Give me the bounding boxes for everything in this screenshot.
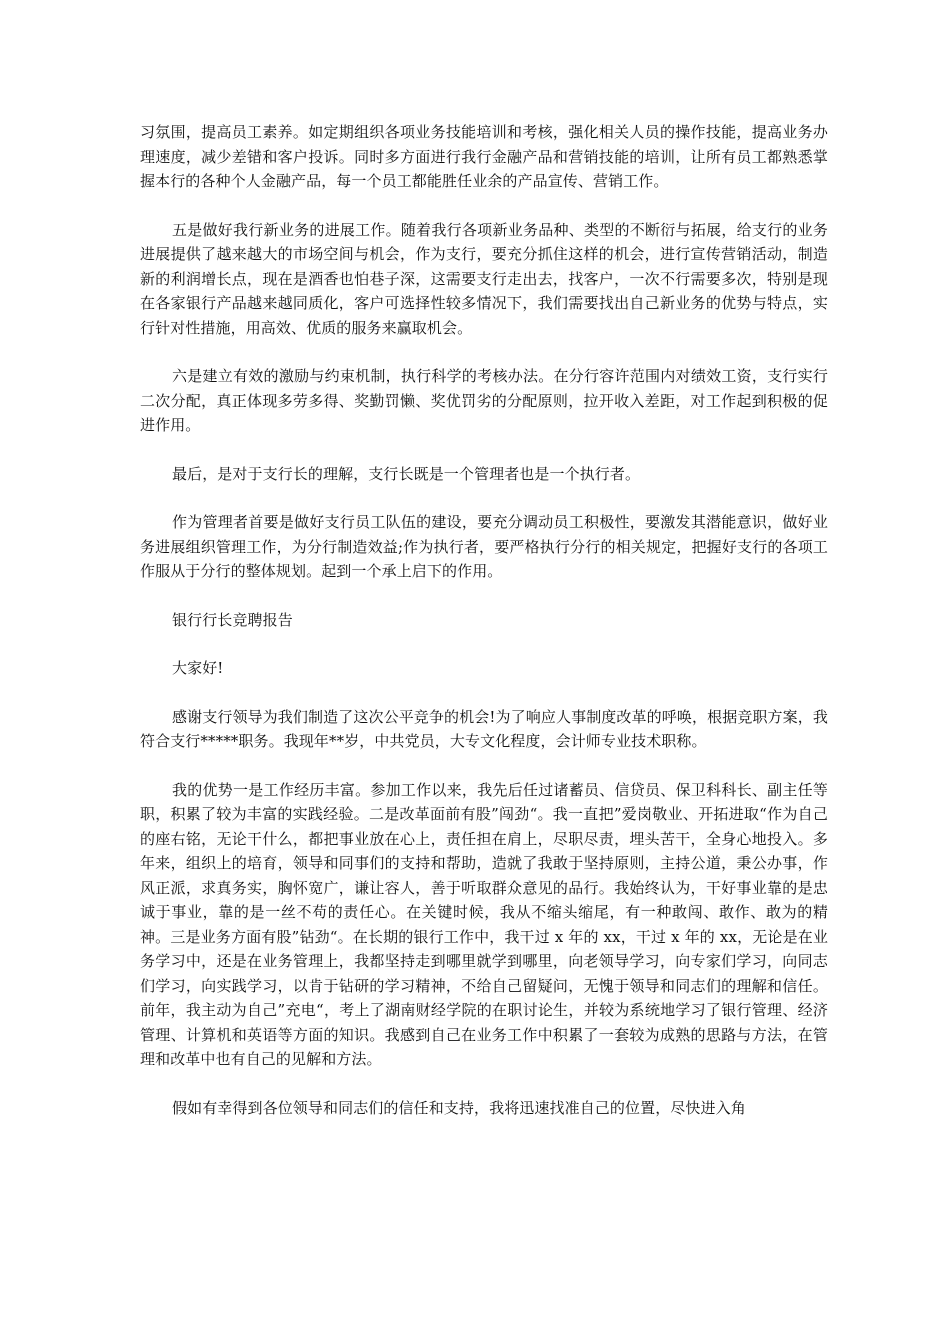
section-title: 银行行长竞聘报告 bbox=[172, 610, 293, 629]
paragraph-incentive-mechanism: 六是建立有效的激励与约束机制，执行科学的考核办法。在分行容许范围内对绩效工资，支行实行二次分配，真正体现多劳多得、奖勤罚懒、奖优罚劣的分配原则，拉开收入差距，对工作起到积极的促进作用。 bbox=[140, 367, 828, 434]
paragraph-commitment: 假如有幸得到各位领导和同志们的信任和支持，我将迅速找准自己的位置，尽快进入角 bbox=[172, 1098, 746, 1117]
paragraph-conclusion: 最后，是对于支行长的理解，支行长既是一个管理者也是一个执行者。 bbox=[172, 464, 641, 483]
greeting: 大家好! bbox=[172, 659, 224, 677]
paragraph-manager-role: 作为管理者首要是做好支行员工队伍的建设，要充分调动员工积极性，要激发其潜能意识，做好业务进展组织管理工作，为分行制造效益;作为执行者，要严格执行分行的相关规定，把握好支行的各项工作服从于分行的整体规划。起到一个承上启下的作用。 bbox=[140, 513, 828, 580]
paragraph-staff-training: 习氛围，提高员工素养。如定期组织各项业务技能培训和考核，强化相关人员的操作技能，提高业务办理速度，减少差错和客户投诉。同时多方面进行我行金融产品和营销技能的培训，让所有员工都熟悉掌握本行的各种个人金融产品，每一个员工都能胜任业余的产品宣传、营销工作。 bbox=[140, 123, 828, 190]
paragraph-new-business: 五是做好我行新业务的进展工作。随着我行各项新业务品种、类型的不断衍与拓展，给支行的业务进展提供了越来越大的市场空间与机会，作为支行，要充分抓住这样的机会，进行宣传营销活动，制造新的利润增长点，现在是酒香也怕巷子深，这需要支行走出去，找客户，一次不行需要多次，特别是现在各家银行产品越来越同质化，客户可选择性较多情况下，我们需要找出自己新业务的优势与特点，实行针对性措施，用高效、优质的服务来赢取机会。 bbox=[140, 220, 828, 337]
paragraph-introduction: 感谢支行领导为我们制造了这次公平竞争的机会!为了响应人事制度改革的呼唤，根据竞职方案，我符合支行*****职务。我现年**岁，中共党员，大专文化程度，会计师专业技术职称。 bbox=[140, 707, 828, 750]
document-page bbox=[140, 120, 828, 1144]
paragraph-advantages: 我的优势一是工作经历丰富。参加工作以来，我先后任过诸蓄员、信贷员、保卫科科长、副主任等职，积累了较为丰富的实践经验。二是改革面前有股”闯劲“。我一直把”爱岗敬业、开拓进取“作为自己的座右铭，无论干什么，都把事业放在心上，责任担在肩上，尽职尽责，埋头苦干，全身心地投入。多年来，组织上的培育，领导和同事们的支持和帮助，造就了我敢于坚持原则，主持公道，秉公办事，作风正派，求真务实，胸怀宽广，谦让容人，善于听取群众意见的品行。我始终认为，干好事业靠的是忠诚于事业，靠的是一丝不苟的责任心。在关键时候，我从不缩头缩尾，有一种敢闯、敢作、敢为的精神。三是业务方面有股”钻劲“。在长期的银行工作中，我干过 x 年的 xx，干过 x 年的 xx，无论是在业务学习中，还是在业务管理上，我都坚持走到哪里就学到哪里，向老领导学习，向专家们学习，向同志们学习，向实践学习，以肯于钻研的学习精神，不给自己留疑问，无愧于领导和同志们的理解和信任。前年，我主动为自己”充电“，考上了湖南财经学院的在职讨论生，并较为系统地学习了银行管理、经济管理、计算机和英语等方面的知识。我感到自己在业务工作中积累了一套较为成熟的思路与方法，在管理和改革中也有自己的见解和方法。 bbox=[140, 780, 828, 1068]
